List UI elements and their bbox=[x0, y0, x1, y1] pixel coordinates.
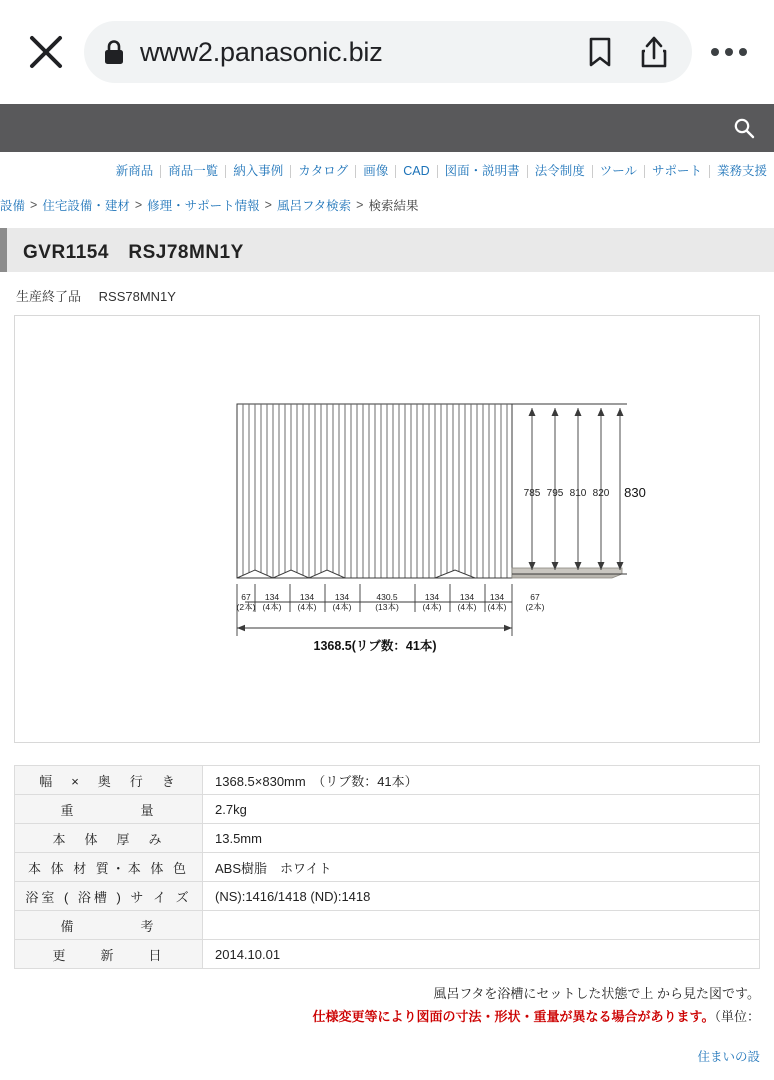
breadcrumb bbox=[0, 190, 774, 220]
spec-table-wrap bbox=[14, 765, 760, 969]
search-icon bbox=[733, 117, 755, 139]
url-bar[interactable] bbox=[84, 21, 692, 83]
page-title bbox=[0, 228, 774, 272]
lid-ribs bbox=[237, 404, 622, 578]
segment-count-1: (4本) bbox=[262, 602, 282, 612]
breadcrumb-current: 検索結果 bbox=[368, 199, 419, 213]
table-row bbox=[15, 824, 760, 853]
breadcrumb-separator: > bbox=[30, 198, 38, 212]
more-icon bbox=[711, 48, 747, 56]
table-row bbox=[15, 766, 760, 795]
footer-link[interactable]: 住まいの設 bbox=[697, 1049, 760, 1064]
segment-value-1: 134 bbox=[264, 592, 280, 602]
segment-value-3: 134 bbox=[334, 592, 350, 602]
nav-link-3[interactable]: カタログ bbox=[290, 165, 355, 178]
breadcrumb-item-1[interactable]: 住宅設備・建材 bbox=[42, 199, 130, 213]
site-search-button[interactable] bbox=[724, 111, 764, 145]
status-code: RSS78MN1Y bbox=[98, 289, 176, 304]
segment-count-3: (4本) bbox=[332, 602, 352, 612]
breadcrumb-item-0[interactable]: 設備 bbox=[0, 199, 26, 213]
segment-count-8: (2本) bbox=[525, 602, 545, 612]
breadcrumb-item-3[interactable]: 風呂フタ検索 bbox=[276, 199, 352, 213]
segment-value-8: 67 bbox=[530, 592, 540, 602]
segment-count-2: (4本) bbox=[297, 602, 317, 612]
nav-link-2[interactable]: 納入事例 bbox=[225, 165, 290, 178]
status-badge bbox=[0, 272, 774, 315]
breadcrumb-separator: > bbox=[356, 198, 364, 212]
spec-label-3: 本 体 材 質・本 体 色 bbox=[15, 853, 203, 882]
height-label-785: 785 bbox=[523, 488, 541, 499]
product-drawing bbox=[14, 315, 760, 743]
url-text: www2.panasonic.biz bbox=[140, 36, 383, 67]
segment-value-2: 134 bbox=[299, 592, 315, 602]
spec-label-5: 備 考 bbox=[15, 911, 203, 940]
drawing-svg bbox=[15, 316, 759, 742]
spec-label-4: 浴室 ( 浴槽 ) サ イ ズ bbox=[15, 882, 203, 911]
spec-value-4: (NS):1416/1418 (ND):1418 bbox=[203, 882, 760, 911]
segment-value-6: 134 bbox=[459, 592, 475, 602]
note-warning: 仕様変更等により図面の寸法・形状・重量が異なる場合があります。 bbox=[312, 1008, 715, 1024]
spec-table bbox=[14, 765, 760, 969]
page-title-text: GVR1154 RSJ78MN1Y bbox=[23, 241, 244, 263]
nav-link-4[interactable]: 画像 bbox=[355, 165, 395, 178]
spec-label-6: 更 新 日 bbox=[15, 940, 203, 969]
nav-link-1[interactable]: 商品一覧 bbox=[160, 165, 225, 178]
nav-link-9[interactable]: サポート bbox=[644, 165, 709, 178]
segment-value-7: 134 bbox=[489, 592, 505, 602]
segment-count-5: (4本) bbox=[422, 602, 442, 612]
drawing-notes bbox=[14, 983, 760, 1029]
table-row bbox=[15, 882, 760, 911]
close-button[interactable] bbox=[18, 24, 74, 80]
more-button[interactable] bbox=[702, 24, 756, 80]
global-nav bbox=[0, 152, 774, 190]
segment-count-6: (4本) bbox=[457, 602, 477, 612]
spec-value-1: 2.7kg bbox=[203, 795, 760, 824]
table-row bbox=[15, 911, 760, 940]
share-icon[interactable] bbox=[634, 35, 674, 69]
note-unit: （単位： bbox=[714, 1008, 760, 1024]
height-label-830: 830 bbox=[624, 485, 646, 500]
browser-toolbar bbox=[0, 0, 774, 104]
segment-count-0: (2本) bbox=[236, 602, 256, 612]
spec-label-1: 重 量 bbox=[15, 795, 203, 824]
height-label-795: 795 bbox=[546, 488, 564, 499]
segment-value-4: 430.5 bbox=[376, 592, 398, 602]
spec-value-0: 1368.5×830mm （リブ数：41本） bbox=[203, 766, 760, 795]
table-row bbox=[15, 940, 760, 969]
height-label-820: 820 bbox=[592, 488, 610, 499]
breadcrumb-item-2[interactable]: 修理・サポート情報 bbox=[147, 199, 260, 213]
nav-link-7[interactable]: 法令制度 bbox=[527, 165, 592, 178]
site-header-bar bbox=[0, 104, 774, 152]
lock-icon bbox=[102, 38, 126, 66]
segment-value-0: 67 bbox=[241, 592, 251, 602]
segment-count-4: (13本) bbox=[375, 602, 399, 612]
spec-value-3: ABS樹脂 ホワイト bbox=[203, 853, 760, 882]
nav-link-6[interactable]: 図面・説明書 bbox=[437, 165, 527, 178]
nav-link-5[interactable]: CAD bbox=[395, 165, 436, 178]
close-icon bbox=[27, 33, 65, 71]
nav-link-0[interactable]: 新商品 bbox=[115, 163, 154, 178]
spec-value-5 bbox=[203, 911, 760, 940]
nav-link-8[interactable]: ツール bbox=[592, 165, 644, 178]
spec-value-2: 13.5mm bbox=[203, 824, 760, 853]
table-row bbox=[15, 853, 760, 882]
nav-link-10[interactable]: 業務支援 bbox=[709, 165, 774, 178]
breadcrumb-separator: > bbox=[264, 198, 272, 212]
bookmark-icon[interactable] bbox=[580, 36, 620, 68]
width-label: 1368.5(リブ数：41本) bbox=[313, 639, 437, 653]
spec-value-6: 2014.10.01 bbox=[203, 940, 760, 969]
note-line-1: 風呂フタを浴槽にセットした状態で上 から見た図です。 bbox=[433, 986, 760, 1001]
spec-label-0: 幅 × 奥 行 き bbox=[15, 766, 203, 795]
segment-count-7: (4本) bbox=[487, 602, 507, 612]
segment-value-5: 134 bbox=[424, 592, 440, 602]
spec-label-2: 本 体 厚 み bbox=[15, 824, 203, 853]
breadcrumb-separator: > bbox=[134, 198, 143, 212]
status-label: 生産終了品 bbox=[16, 289, 82, 304]
height-label-810: 810 bbox=[569, 488, 587, 499]
table-row bbox=[15, 795, 760, 824]
